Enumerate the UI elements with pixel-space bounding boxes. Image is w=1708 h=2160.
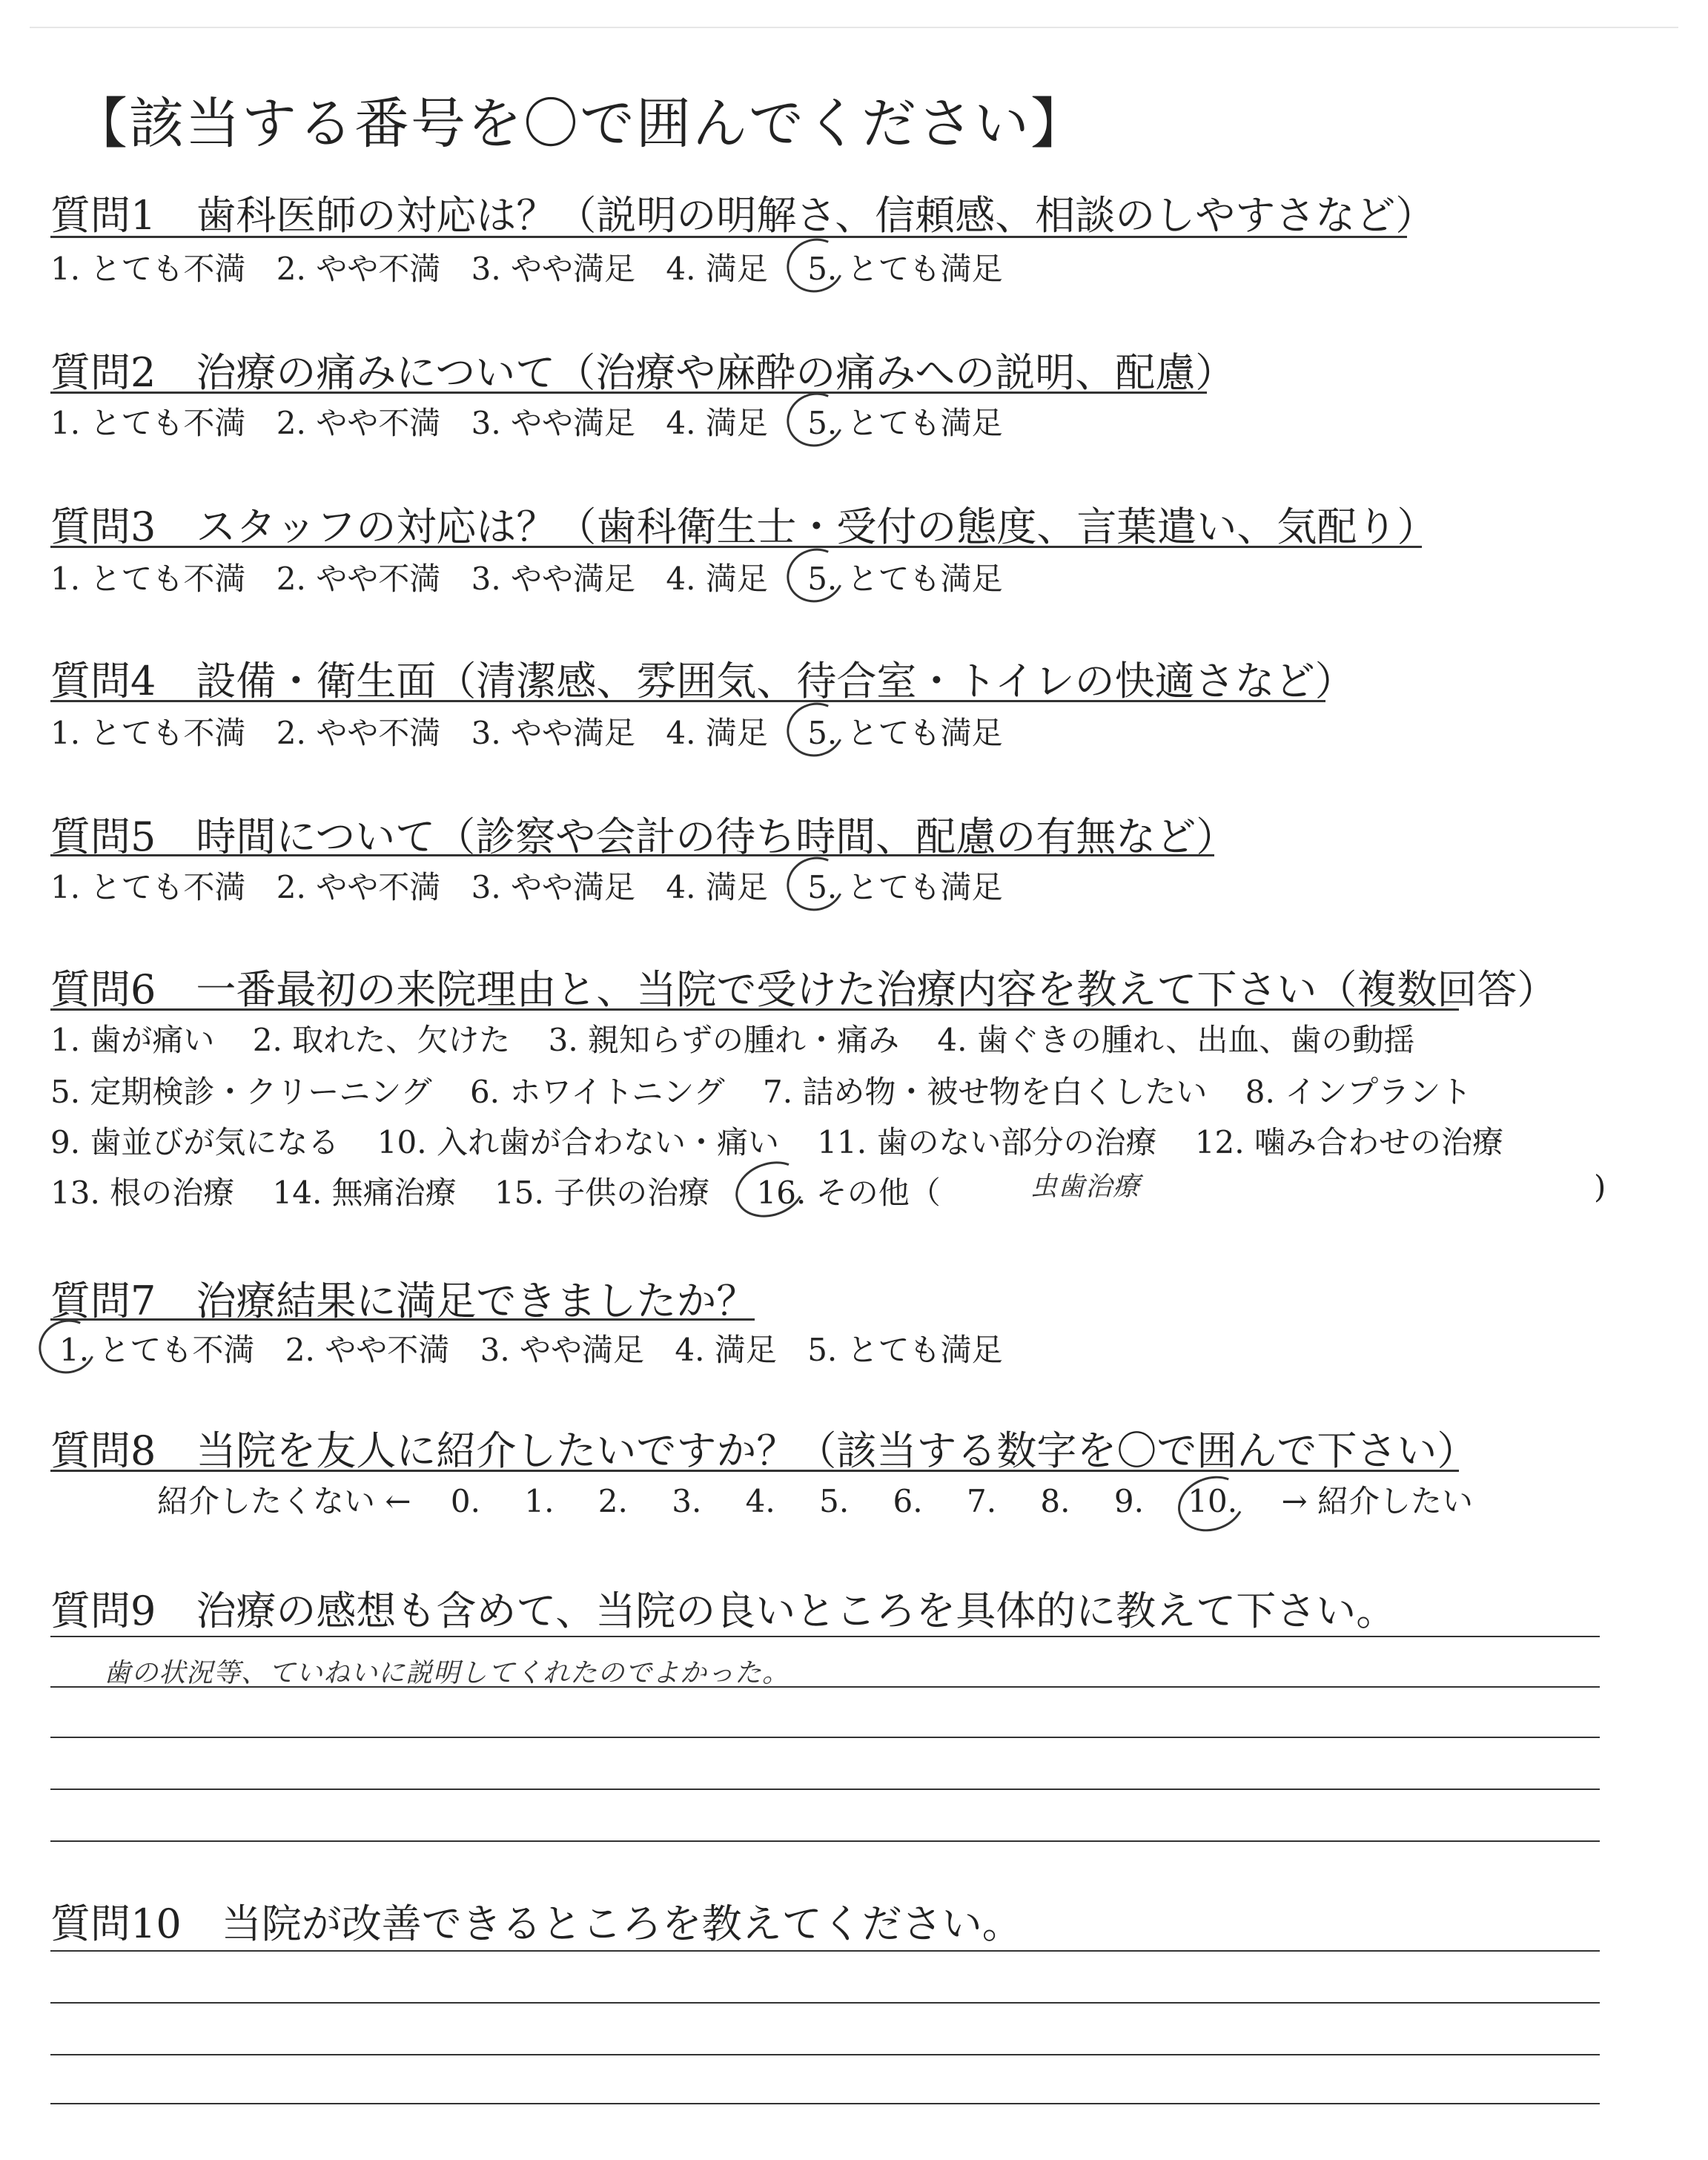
q2-option-1[interactable]: 1. とても不満 (50, 405, 246, 441)
q6-other-close-paren: ) (1594, 1169, 1606, 1205)
q4-option-2[interactable]: 2. やや不満 (276, 715, 441, 751)
question-1-title: 質問1 歯科医師の対応は？（説明の明解さ、信頼感、相談のしやすさなど） (50, 192, 1436, 239)
q2-option-5-circled[interactable] (798, 399, 1002, 443)
q3-option-1[interactable]: 1. とても不満 (50, 561, 246, 597)
q9-answer-line-2 (50, 1686, 1600, 1688)
question-6-title: 質問6 一番最初の来院理由と、当院で受けた治療内容を教えて下さい（複数回答） (50, 966, 1558, 1013)
q6-option-4[interactable]: 4. 歯ぐきの腫れ、出血、歯の動揺 (937, 1022, 1415, 1058)
q6-options-row-2 (50, 1068, 1500, 1112)
q6-option-1[interactable]: 1. 歯が痛い (50, 1022, 215, 1058)
q6-option-11[interactable]: 11. 歯のない部分の治療 (817, 1124, 1157, 1160)
q6-option-14[interactable]: 14. 無痛治療 (272, 1175, 457, 1211)
q2-option-2[interactable]: 2. やや不満 (276, 405, 441, 441)
q6-options-row-4 (50, 1169, 969, 1213)
question-2-title: 質問2 治療の痛みについて（治療や麻酔の痛みへの説明、配慮） (50, 349, 1236, 396)
q3-option-4[interactable]: 4. 満足 (666, 561, 768, 597)
q1-option-5-circled[interactable] (798, 245, 1002, 289)
q8-scale-2[interactable]: 2. (598, 1483, 628, 1519)
q4-option-5-circled[interactable] (798, 709, 1002, 753)
question-5-options (50, 863, 1024, 908)
q10-answer-line-2 (50, 2002, 1600, 2004)
question-3-title: 質問3 スタッフの対応は？（歯科衛生士・受付の態度、言葉遣い、気配り） (50, 503, 1437, 550)
q3-option-2[interactable]: 2. やや不満 (276, 561, 441, 597)
question-10-title: 質問10 当院が改善できるところを教えてください。 (50, 1900, 1022, 1947)
q6-option-7[interactable]: 7. 詰め物・被せ物を白くしたい (762, 1074, 1208, 1110)
question-4-underline (50, 700, 1325, 702)
q6-options-row-3 (50, 1118, 1532, 1163)
q4-option-4[interactable]: 4. 満足 (666, 715, 768, 751)
q5-option-2[interactable]: 2. やや不満 (276, 869, 441, 905)
q8-scale-8[interactable]: 8. (1040, 1483, 1070, 1519)
question-7-underline (50, 1318, 755, 1321)
q8-right-label: → 紹介したい (1281, 1483, 1473, 1519)
q9-answer-line-1 (50, 1636, 1600, 1637)
q8-scale-10-circled[interactable]: 10. (1188, 1483, 1238, 1519)
question-6-underline (50, 1008, 1459, 1011)
q4-option-1[interactable]: 1. とても不満 (50, 715, 246, 751)
q2-option-3[interactable]: 3. やや満足 (471, 405, 636, 441)
q5-option-1[interactable]: 1. とても不満 (50, 869, 246, 905)
question-8-title: 質問8 当院を友人に紹介したいですか？（該当する数字を〇で囲んで下さい） (50, 1427, 1477, 1474)
q4-option-3[interactable]: 3. やや満足 (471, 715, 636, 751)
q7-option-1-label: 1. とても不満 (59, 1332, 255, 1368)
question-2-underline (50, 392, 1207, 394)
q6-option-2[interactable]: 2. 取れた、欠けた (252, 1022, 511, 1058)
question-7-options (50, 1326, 1024, 1370)
q8-scale-7[interactable]: 7. (966, 1483, 997, 1519)
q2-option-4[interactable]: 4. 満足 (666, 405, 768, 441)
q1-option-1[interactable]: 1. とても不満 (50, 251, 246, 287)
q6-option-16-label: 16. その他（ (756, 1175, 941, 1211)
q9-answer-line-4 (50, 1789, 1600, 1790)
question-3-underline (50, 546, 1422, 548)
q6-option-5[interactable]: 5. 定期検診・クリーニング (50, 1074, 432, 1110)
q6-option-15[interactable]: 15. 子供の治療 (494, 1175, 710, 1211)
q10-answer-line-4 (50, 2103, 1600, 2104)
q6-option-10[interactable]: 10. 入れ歯が合わない・痛い (377, 1124, 779, 1160)
q3-option-3[interactable]: 3. やや満足 (471, 561, 636, 597)
q6-options-row-1 (50, 1016, 1443, 1060)
q8-scale (157, 1477, 1473, 1522)
question-1-underline (50, 236, 1407, 238)
q6-option-16-circled[interactable] (748, 1169, 941, 1213)
q8-scale-6[interactable]: 6. (893, 1483, 923, 1519)
q1-option-3[interactable]: 3. やや満足 (471, 251, 636, 287)
q6-option-9[interactable]: 9. 歯並びが気になる (50, 1124, 340, 1160)
q8-scale-4[interactable]: 4. (745, 1483, 775, 1519)
q8-scale-9[interactable]: 9. (1113, 1483, 1144, 1519)
question-4-title: 質問4 設備・衛生面（清潔感、雰囲気、待合室・トイレの快適さなど） (50, 658, 1355, 704)
q8-scale-1[interactable]: 1. (524, 1483, 555, 1519)
q2-option-5-label: 5. とても満足 (807, 405, 1003, 441)
q6-option-12[interactable]: 12. 噛み合わせの治療 (1194, 1124, 1503, 1160)
q7-option-5[interactable]: 5. とても満足 (807, 1332, 1003, 1368)
question-8-underline (50, 1470, 1459, 1472)
q10-answer-line-1 (50, 1950, 1600, 1952)
page-heading: 【該当する番号を〇で囲んでください】 (73, 92, 1087, 156)
q1-option-4[interactable]: 4. 満足 (666, 251, 768, 287)
q6-other-handwritten-answer: 虫歯治療 (1030, 1172, 1141, 1202)
question-5-underline (50, 854, 1214, 856)
q1-option-2[interactable]: 2. やや不満 (276, 251, 441, 287)
question-5-title: 質問5 時間について（診察や会計の待ち時間、配慮の有無など） (50, 813, 1237, 860)
q1-option-5-label: 5. とても満足 (807, 251, 1003, 287)
q6-option-6[interactable]: 6. ホワイトニング (469, 1074, 725, 1110)
q8-left-label: 紹介したくない ← (157, 1483, 411, 1519)
q7-option-2[interactable]: 2. やや不満 (285, 1332, 450, 1368)
q5-option-4[interactable]: 4. 満足 (666, 869, 768, 905)
question-4-options (50, 709, 1024, 753)
q5-option-3[interactable]: 3. やや満足 (471, 869, 636, 905)
question-3-options (50, 555, 1024, 599)
q3-option-5-circled[interactable] (798, 555, 1002, 599)
question-9-title: 質問9 治療の感想も含めて、当院の良いところを具体的に教えて下さい。 (50, 1588, 1397, 1634)
top-border (30, 27, 1678, 28)
question-1-options (50, 245, 1024, 289)
question-7-title: 質問7 治療結果に満足できましたか？ (50, 1278, 757, 1324)
q9-answer-line-5 (50, 1840, 1600, 1842)
q3-option-5-label: 5. とても満足 (807, 561, 1003, 597)
q6-option-3[interactable]: 3. 親知らずの腫れ・痛み (548, 1022, 900, 1058)
q6-option-8[interactable]: 8. インプラント (1245, 1074, 1472, 1110)
q7-option-4[interactable]: 4. 満足 (675, 1332, 777, 1368)
question-2-options (50, 399, 1024, 443)
q4-option-5-label: 5. とても満足 (807, 715, 1003, 751)
q5-option-5-label: 5. とても満足 (807, 869, 1003, 905)
q9-handwritten-answer: 歯の状況等、ていねいに説明してくれたのでよかった。 (104, 1658, 790, 1688)
q8-scale-3[interactable]: 3. (672, 1483, 702, 1519)
q5-option-5-circled[interactable] (798, 863, 1002, 908)
q7-option-3[interactable]: 3. やや満足 (480, 1332, 645, 1368)
q10-answer-line-3 (50, 2054, 1600, 2055)
q6-option-13[interactable]: 13. 根の治療 (50, 1175, 235, 1211)
q9-answer-line-3 (50, 1737, 1600, 1738)
q7-option-1-circled[interactable] (50, 1326, 254, 1370)
q8-scale-5[interactable]: 5. (819, 1483, 850, 1519)
q8-scale-0[interactable]: 0. (450, 1483, 480, 1519)
